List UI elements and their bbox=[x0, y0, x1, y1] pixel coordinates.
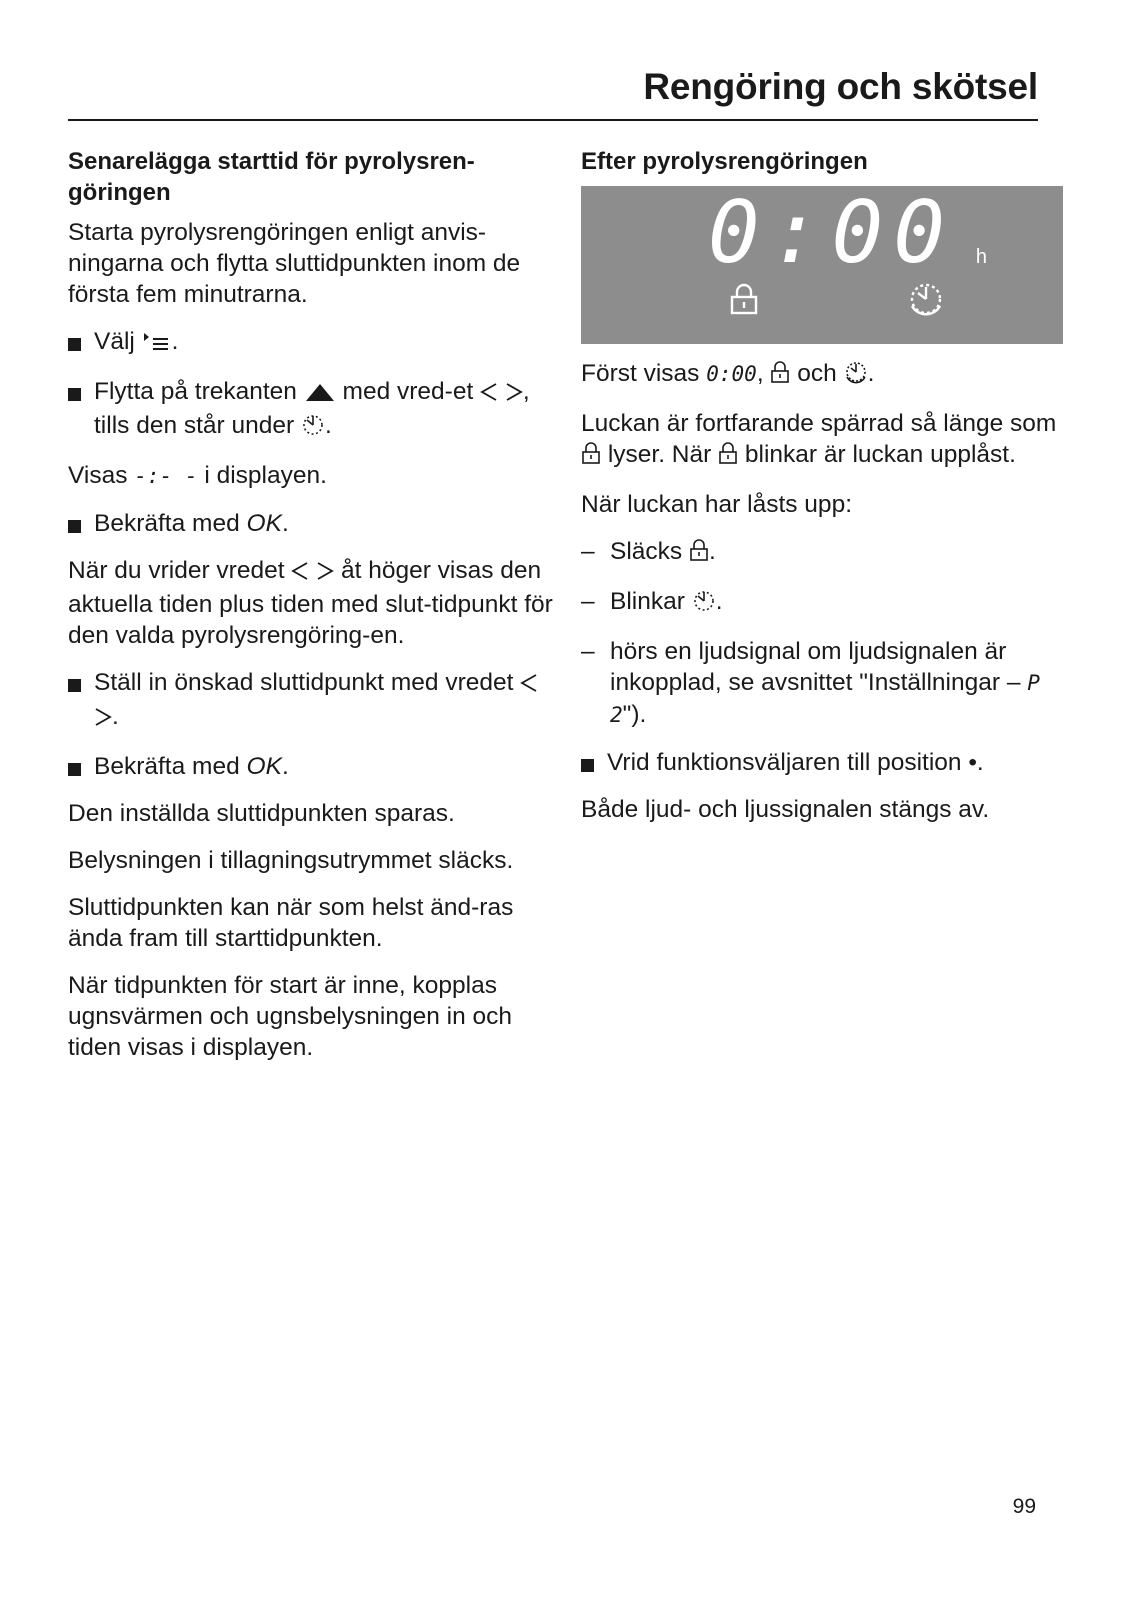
display-shows-prefix: Visas bbox=[68, 462, 128, 489]
chevron-right-icon bbox=[94, 704, 112, 735]
display-unit: h bbox=[975, 246, 987, 268]
triangle-up-icon bbox=[304, 379, 336, 410]
dash-item-lock-off: – Släcks . bbox=[581, 536, 1063, 570]
display-shows-suffix: i displayen. bbox=[204, 462, 327, 489]
turn-knob-suffix: åt höger visas den aktuella tiden plus tiden med slut-tidpunkt för den valda pyrolysrengöring-en. bbox=[68, 557, 553, 649]
door-locked-paragraph bbox=[581, 408, 1063, 473]
first-shown-code: 0:00 bbox=[706, 362, 757, 386]
unlocked-intro: När luckan har låsts upp: bbox=[581, 491, 852, 518]
lock-icon bbox=[718, 441, 738, 473]
clock-icon bbox=[301, 412, 325, 444]
lock-icon bbox=[729, 282, 759, 324]
chevron-left-icon bbox=[520, 670, 538, 701]
confirm-label-2: Bekräfta med bbox=[94, 753, 240, 780]
right-column bbox=[581, 146, 1063, 841]
chevron-right-icon bbox=[316, 558, 334, 589]
pyrolysis-icon bbox=[907, 280, 945, 326]
first-shown-paragraph: Först visas 0:00, och . bbox=[581, 358, 1063, 392]
dash-sound-code: P 2 bbox=[610, 671, 1040, 727]
door-locked-suffix: blinkar är luckan upplåst. bbox=[744, 441, 1016, 468]
oven-display bbox=[581, 183, 1063, 344]
dash-item-sound bbox=[581, 636, 1063, 731]
step-confirm-ok-1: Bekräfta med OK. bbox=[68, 508, 558, 539]
move-triangle-suffix: , tills den står under bbox=[94, 378, 530, 439]
door-locked-prefix: Luckan är fortfarande spärrad så länge som bbox=[581, 410, 1057, 437]
turn-knob-paragraph bbox=[68, 555, 558, 651]
first-shown-prefix: Först visas bbox=[581, 360, 700, 387]
display-shows-paragraph bbox=[68, 460, 558, 492]
lock-icon bbox=[689, 538, 709, 570]
set-end-time-label: Ställ in önskad sluttidpunkt med vredet bbox=[94, 669, 514, 696]
step-set-end-time: Ställ in önskad sluttidpunkt med vredet . bbox=[68, 667, 558, 735]
dash-sound-text: hörs en ljudsignal om ljudsignalen är inkopplad, se avsnittet "Inställningar – bbox=[610, 638, 1021, 696]
signals-off-paragraph: Både ljud- och ljussignalen stängs av. bbox=[581, 796, 990, 823]
confirm-label-1: Bekräfta med bbox=[94, 510, 240, 537]
lock-icon bbox=[581, 441, 601, 473]
header-title: Rengöring och skötsel bbox=[643, 66, 1038, 107]
display-time: 0:00 bbox=[707, 183, 955, 283]
header-rule bbox=[68, 119, 1038, 121]
dash-sound-end: "). bbox=[622, 701, 647, 728]
chevron-left-icon bbox=[291, 558, 309, 589]
clock-icon bbox=[692, 588, 716, 620]
ok-label-1: OK bbox=[246, 510, 282, 537]
saved-paragraph: Den inställda sluttidpunkten sparas. bbox=[68, 800, 455, 827]
turn-knob-prefix: När du vrider vredet bbox=[68, 557, 285, 584]
chevron-left-icon bbox=[480, 379, 498, 410]
step-confirm-ok-2: Bekräfta med OK. bbox=[68, 751, 558, 782]
section-heading-after-pyrolysis: Efter pyrolysrengöringen bbox=[581, 148, 868, 175]
lock-icon bbox=[770, 360, 790, 392]
pyrolysis-icon bbox=[844, 360, 868, 392]
move-triangle-middle: med vred-et bbox=[342, 378, 474, 405]
start-time-paragraph: När tidpunkten för start är inne, kopplas ugnsvärmen och ugnsbelysningen in och tiden visas i displayen. bbox=[68, 972, 513, 1061]
step-select-label: Välj bbox=[94, 328, 135, 355]
light-off-paragraph: Belysningen i tillagningsutrymmet släcks. bbox=[68, 847, 514, 874]
first-shown-and: och bbox=[797, 360, 837, 387]
step-move-triangle: Flytta på trekanten med vred-et , tills den står under . bbox=[68, 376, 558, 444]
step-select-menu: Välj . bbox=[68, 326, 558, 360]
step-turn-selector: Vrid funktionsväljaren till position •. bbox=[581, 747, 1063, 778]
changeable-paragraph: Sluttidpunkten kan när som helst änd-ras ända fram till starttidpunkten. bbox=[68, 894, 514, 952]
dash-lock-off-label: Släcks bbox=[610, 538, 683, 565]
left-column bbox=[68, 146, 558, 1079]
chevron-right-icon bbox=[505, 379, 523, 410]
section-heading-delay-start: Senarelägga starttid för pyrolysren-göringen bbox=[68, 148, 475, 206]
dash-clock-blink-label: Blinkar bbox=[610, 588, 685, 615]
intro-paragraph: Starta pyrolysrengöringen enligt anvis-ningarna och flytta sluttidpunkten inom de första fem minutrarna. bbox=[68, 219, 521, 308]
menu-arrow-icon bbox=[142, 329, 172, 360]
move-triangle-label: Flytta på trekanten bbox=[94, 378, 297, 405]
page-number: 99 bbox=[1012, 1495, 1036, 1518]
ok-label-2: OK bbox=[246, 753, 282, 780]
door-locked-mid: lyser. När bbox=[607, 441, 712, 468]
dash-item-clock-blink: – Blinkar . bbox=[581, 586, 1063, 620]
display-code: -:- - bbox=[134, 464, 198, 488]
